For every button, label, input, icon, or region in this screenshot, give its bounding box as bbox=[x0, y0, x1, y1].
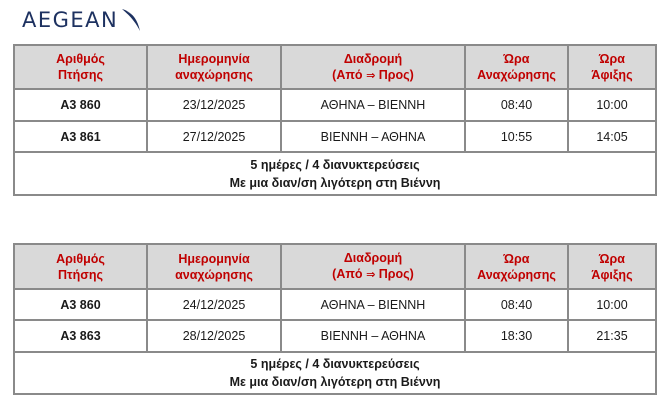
route: ΑΘΗΝΑ – ΒΙΕΝΝΗ bbox=[281, 289, 465, 320]
arrival-time: 10:00 bbox=[568, 89, 656, 121]
package-note-row bbox=[14, 352, 656, 394]
right-double-arrow-icon: ⇒ bbox=[366, 69, 376, 82]
route: ΒΙΕΝΝΗ – ΑΘΗΝΑ bbox=[281, 121, 465, 152]
departure-date: 24/12/2025 bbox=[147, 289, 281, 320]
route: ΑΘΗΝΑ – ΒΙΕΝΝΗ bbox=[281, 89, 465, 121]
flight-schedule-table-1 bbox=[13, 44, 657, 196]
header-arrival-time: Ώρα Άφιξης bbox=[568, 244, 656, 289]
departure-time: 18:30 bbox=[465, 320, 568, 352]
header-departure-date: Ημερομηνία αναχώρησης bbox=[147, 244, 281, 289]
right-double-arrow-icon: ⇒ bbox=[366, 269, 376, 281]
route: ΒΙΕΝΝΗ – ΑΘΗΝΑ bbox=[281, 320, 465, 352]
table-header-row bbox=[14, 244, 656, 289]
table-row bbox=[14, 121, 656, 152]
package-note: 5 ημέρες / 4 διανυκτερεύσεις Με μια διαν/ση λιγότερη στη Βιέννη bbox=[14, 152, 656, 195]
header-flight-number: Αριθμός Πτήσης bbox=[14, 244, 147, 289]
flight-number: A3 860 bbox=[14, 289, 147, 320]
departure-time: 08:40 bbox=[465, 89, 568, 121]
header-arrival-time: Ώρα Άφιξης bbox=[568, 45, 656, 89]
flight-schedule-table-2 bbox=[13, 243, 657, 395]
package-note: 5 ημέρες / 4 διανυκτερεύσεις Με μια διαν/ση λιγότερη στη Βιέννη bbox=[14, 352, 656, 394]
departure-date: 28/12/2025 bbox=[147, 320, 281, 352]
arrival-time: 14:05 bbox=[568, 121, 656, 152]
table-row bbox=[14, 89, 656, 121]
header-route: Διαδρομή (Από ⇒ Προς) bbox=[281, 45, 465, 89]
table-row bbox=[14, 289, 656, 320]
header-route: Διαδρομή (Από ⇒ Προς) bbox=[281, 244, 465, 289]
departure-time: 10:55 bbox=[465, 121, 568, 152]
departure-date: 27/12/2025 bbox=[147, 121, 281, 152]
header-departure-date: Ημερομηνία αναχώρησης bbox=[147, 45, 281, 89]
departure-time: 08:40 bbox=[465, 289, 568, 320]
arrival-time: 10:00 bbox=[568, 289, 656, 320]
brand-name: AEGEAN bbox=[22, 8, 119, 32]
arrival-time: 21:35 bbox=[568, 320, 656, 352]
flight-number: A3 863 bbox=[14, 320, 147, 352]
header-departure-time: Ώρα Αναχώρησης bbox=[465, 45, 568, 89]
header-flight-number: Αριθμός Πτήσης bbox=[14, 45, 147, 89]
package-note-row bbox=[14, 152, 656, 195]
flight-number: A3 861 bbox=[14, 121, 147, 152]
departure-date: 23/12/2025 bbox=[147, 89, 281, 121]
table-header-row bbox=[14, 45, 656, 89]
aegean-wing-icon bbox=[120, 7, 142, 33]
table-row bbox=[14, 320, 656, 352]
header-departure-time: Ώρα Αναχώρησης bbox=[465, 244, 568, 289]
flight-number: A3 860 bbox=[14, 89, 147, 121]
aegean-logo bbox=[22, 6, 142, 34]
